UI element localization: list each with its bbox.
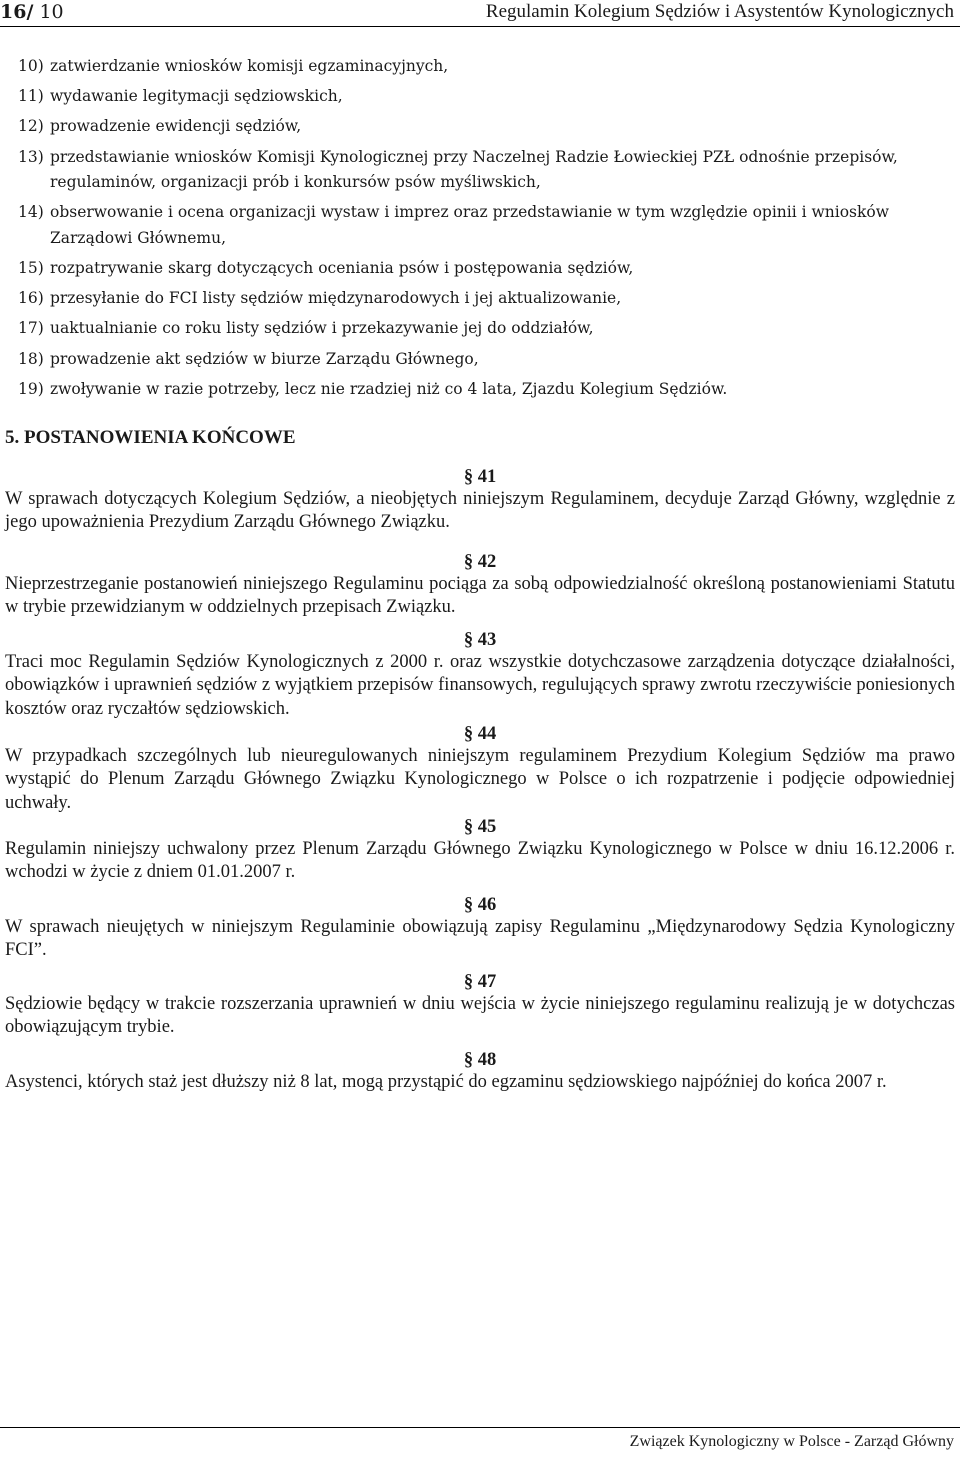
list-item-number: 12) xyxy=(18,117,44,136)
article-text: Nieprzestrzeganie postanowień niniejszego Regulaminu pociąga za sobą odpowiedzialność określoną postanowieniami Statutu w trybie przewidzianym w oddzielnych przepisach Związku. xyxy=(5,574,955,618)
paragraph-number: § 48 xyxy=(463,1050,497,1070)
list-item-number: 10) xyxy=(18,57,44,75)
paragraph-number: § 44 xyxy=(463,724,497,744)
list-item-text: zwoływanie w razie potrzeby, lecz nie rzadziej niż co 4 lata, Zjazdu Kolegium Sędziów. xyxy=(50,379,728,398)
list-item-number: 18) xyxy=(18,349,44,368)
paragraph-number: § 45 xyxy=(463,817,497,837)
list-item-number: 19) xyxy=(18,379,44,398)
duties-list xyxy=(18,54,956,407)
article-text: W przypadkach szczególnych lub nieuregulowanych niniejszym regulaminem Prezydium Kolegium Sędziów ma prawo wystąpić do Plenum Zarządu Głównego Związku Kynologicznego w Polsce o ich rozpatrzenie i podjęcie odpowiedniej uchwały. xyxy=(5,746,955,813)
list-item-number: 11) xyxy=(18,87,44,106)
article-text: W sprawach dotyczących Kolegium Sędziów, a nieobjętych niniejszym Regulaminem, decyduje Zarząd Główny, względnie z jego upoważnienia Prezydium Zarządu Głównego Związku. xyxy=(5,489,955,533)
list-item-text: wydawanie legitymacji sędziowskich, xyxy=(50,87,343,106)
article-43 xyxy=(5,629,955,721)
article-48 xyxy=(5,1049,955,1094)
list-item-text: przesyłanie do FCI listy sędziów międzynarodowych i jej aktualizowanie, xyxy=(50,289,622,308)
page-total: 10 xyxy=(39,1,64,23)
footer-divider xyxy=(0,1427,960,1428)
list-item xyxy=(18,256,956,282)
article-45 xyxy=(5,816,955,885)
list-item-text: zatwierdzanie wniosków komisji egzaminacyjnych, xyxy=(50,57,449,75)
paragraph-number: § 47 xyxy=(463,972,497,992)
list-item-text: rozpatrywanie skarg dotyczących oceniania psów i postępowania sędziów, xyxy=(50,258,634,277)
paragraph-number: § 43 xyxy=(463,630,497,650)
article-text: W sprawach nieujętych w niniejszym Regulaminie obowiązują zapisy Regulaminu „Międzynarodowy Sędzia Kynologiczny FCI”. xyxy=(5,917,955,961)
list-item-number: 17) xyxy=(18,319,44,338)
paragraph-number: § 46 xyxy=(463,895,497,915)
list-item xyxy=(18,145,956,196)
section-heading: 5. POSTANOWIENIA KOŃCOWE xyxy=(5,427,296,448)
article-text: Regulamin niniejszy uchwalony przez Plenum Zarządu Głównego Związku Kynologicznego w Polsce w dniu 16.12.2006 r. wchodzi w życie z dniem 01.01.2007 r. xyxy=(5,839,955,883)
list-item-number: 13) xyxy=(18,147,44,166)
article-44 xyxy=(5,723,955,815)
list-item-text: obserwowanie i ocena organizacji wystaw i imprez oraz przedstawianie w tym względzie opinii i wniosków Zarządowi Głównemu, xyxy=(50,203,889,247)
article-text: Asystenci, których staż jest dłuższy niż 8 lat, mogą przystąpić do egzaminu sędziowskiego najpóźniej do końca 2007 r. xyxy=(5,1072,887,1092)
paragraph-number: § 41 xyxy=(463,467,497,487)
article-42 xyxy=(5,551,955,620)
list-item-text: prowadzenie ewidencji sędziów, xyxy=(50,117,302,136)
footer-text: Związek Kynologiczny w Polsce - Zarząd Główny xyxy=(629,1433,954,1450)
article-46 xyxy=(5,894,955,963)
list-item xyxy=(18,114,956,140)
page-current: 16/ xyxy=(0,1,34,23)
document-title: Regulamin Kolegium Sędziów i Asystentów Kynologicznych xyxy=(485,1,954,22)
list-item-text: przedstawianie wniosków Komisji Kynologicznej przy Naczelnej Radzie Łowieckiej PZŁ odnośnie przepisów, regulaminów, organizacji prób i konkursów psów myśliwskich, xyxy=(50,147,898,192)
list-item xyxy=(18,316,956,342)
list-item xyxy=(18,54,956,80)
article-41 xyxy=(5,466,955,535)
header-divider xyxy=(0,26,960,27)
list-item xyxy=(18,84,956,110)
page-number xyxy=(0,0,64,24)
paragraph-number: § 42 xyxy=(463,552,497,572)
list-item xyxy=(18,286,956,312)
list-item xyxy=(18,377,956,403)
article-47 xyxy=(5,971,955,1040)
list-item-number: 14) xyxy=(18,203,44,222)
list-item-number: 16) xyxy=(18,289,44,308)
list-item xyxy=(18,200,956,251)
article-text: Traci moc Regulamin Sędziów Kynologicznych z 2000 r. oraz wszystkie dotychczasowe zarządzenia dotyczące działalności, obowiązków i uprawnień sędziów z wyjątkiem przepisów finansowych, regulujących sprawy zwrotu rzeczywiście poniesionych kosztów oraz ryczałtów sędziowskich. xyxy=(5,652,955,719)
list-item-number: 15) xyxy=(18,258,44,277)
page-footer xyxy=(0,1427,960,1457)
list-item xyxy=(18,347,956,373)
list-item-text: uaktualnianie co roku listy sędziów i przekazywanie jej do oddziałów, xyxy=(50,319,594,338)
list-item-text: prowadzenie akt sędziów w biurze Zarządu Głównego, xyxy=(50,349,479,368)
page-header xyxy=(0,0,960,30)
article-text: Sędziowie będący w trakcie rozszerzania uprawnień w dniu wejścia w życie niniejszego regulaminu realizują je w dotychczas obowiązującym trybie. xyxy=(5,994,955,1038)
